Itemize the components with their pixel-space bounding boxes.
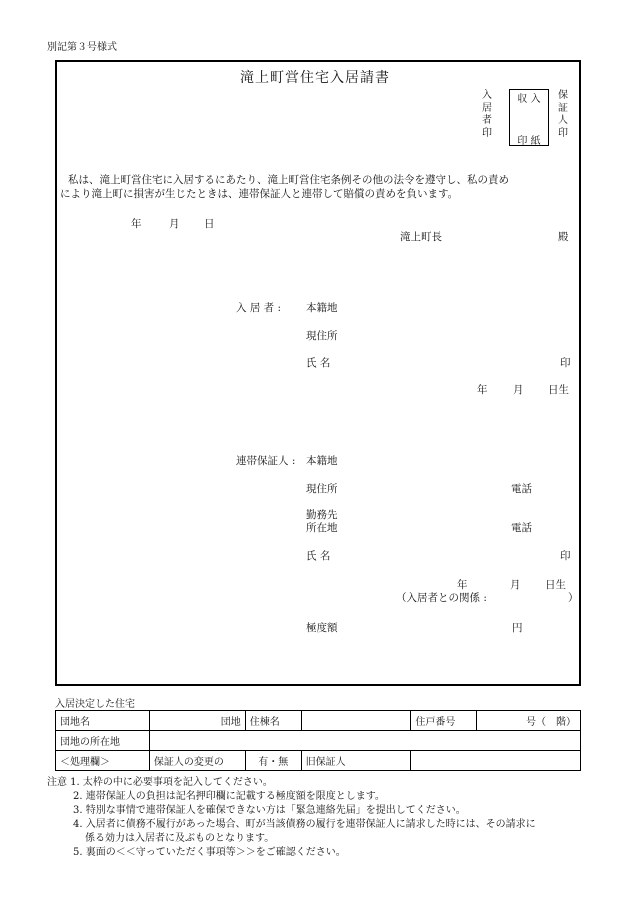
resident-birth-month[interactable]: 月	[513, 384, 524, 396]
date-day[interactable]: 日	[204, 218, 215, 230]
guarantor-address-label[interactable]: 現住所	[306, 483, 338, 495]
form-number: 別記第３号様式	[47, 42, 117, 53]
guarantor-relation-label[interactable]: （入居者との関係 :	[396, 592, 487, 604]
notes-section	[47, 776, 602, 860]
decided-housing-title: 入居決定した住宅	[55, 699, 135, 710]
resident-birth-year[interactable]: 年	[477, 384, 488, 396]
guarantor-birth-year[interactable]: 年	[457, 579, 468, 591]
document-title: 滝上町営住宅入居請書	[240, 70, 390, 86]
guarantee-limit-yen: 円	[512, 622, 523, 634]
unit-number-label: 住戸番号	[411, 711, 477, 731]
date-month[interactable]: 月	[169, 218, 180, 230]
guarantor-honseki-label[interactable]: 本籍地	[306, 455, 338, 467]
resident-seal-column: 入 居 者 印	[482, 90, 492, 139]
pledge-text-line2: により滝上町に損害が生じたときは、連帯保証人と連帯して賠償の責めを負います。	[60, 188, 459, 200]
complex-location-label: 団地の所在地	[56, 731, 150, 751]
unit-number-field[interactable]: 号（ 階）	[477, 711, 581, 731]
addressee-honorific: 殿	[558, 231, 569, 243]
guarantor-birth-day[interactable]: 日生	[545, 579, 566, 591]
note-item: 注意 1. 太枠の中に必要事項を記入してください。	[47, 777, 273, 788]
note-item: 5. 裏面の＜＜守っていただく事項等＞＞をご確認ください。	[73, 847, 346, 858]
resident-birth-day[interactable]: 日生	[548, 384, 569, 396]
resident-honseki-label[interactable]: 本籍地	[306, 302, 338, 314]
revenue-stamp-bottom: 印 紙	[517, 136, 541, 147]
guarantor-phone-label[interactable]: 電話	[511, 483, 532, 495]
date-year[interactable]: 年	[131, 218, 142, 230]
pledge-text-line1: 私は、滝上町営住宅に入居するにあたり、滝上町営住宅条例その他の法令を遵守し、私の責め	[68, 174, 509, 186]
resident-heading: 入 居 者 :	[236, 302, 282, 314]
guarantor-seal-column: 保 証 人 印	[558, 90, 568, 139]
resident-seal[interactable]: 印	[560, 357, 571, 369]
table-row	[56, 751, 581, 771]
guarantee-limit-label[interactable]: 極度額	[306, 622, 338, 634]
guarantor-name-label[interactable]: 氏 名	[306, 550, 331, 562]
complex-name-field[interactable]: 団地	[149, 711, 245, 731]
guarantor-relation-close: ）	[568, 592, 579, 604]
guarantor-workplace-label: 勤務先	[306, 509, 338, 521]
building-name-field[interactable]	[301, 711, 411, 731]
note-item: 4. 入居者に債務不履行があった場合、町が当該債務の履行を連帯保証人に請求した時には、その請求に	[73, 819, 536, 830]
guarantor-work-phone-label[interactable]: 電話	[511, 522, 532, 534]
note-item: 2. 連帯保証人の負担は記名押印欄に記載する極度額を限度とします。	[73, 791, 385, 802]
note-item: 係る効力は入居者に及ぶものとなります。	[85, 833, 275, 844]
building-name-label: 住棟名	[245, 711, 301, 731]
addressee: 滝上町長	[400, 231, 442, 243]
former-guarantor-label: 旧保証人	[301, 751, 411, 771]
table-row	[56, 711, 581, 731]
guarantor-workplace-address-label[interactable]: 所在地	[306, 522, 338, 534]
guarantor-birth-month[interactable]: 月	[510, 579, 521, 591]
former-guarantor-field[interactable]	[411, 751, 581, 771]
complex-name-label: 団地名	[56, 711, 150, 731]
guarantor-seal[interactable]: 印	[560, 550, 571, 562]
resident-name-label[interactable]: 氏 名	[306, 357, 331, 369]
processing-column-label: ＜処理欄＞	[56, 751, 150, 771]
guarantor-change-yes-no[interactable]: 有・無	[245, 751, 301, 771]
guarantor-change-label: 保証人の変更の	[149, 751, 245, 771]
application-frame	[55, 60, 581, 686]
revenue-stamp-top: 収 入	[517, 94, 541, 105]
table-row	[56, 731, 581, 751]
guarantor-heading: 連帯保証人 :	[236, 455, 296, 467]
complex-location-field[interactable]	[149, 731, 580, 751]
note-item: 3. 特別な事情で連帯保証人を確保できない方は「緊急連絡先届」を提出してください。	[73, 805, 466, 816]
resident-address-label[interactable]: 現住所	[306, 330, 338, 342]
decided-housing-table	[55, 710, 581, 771]
